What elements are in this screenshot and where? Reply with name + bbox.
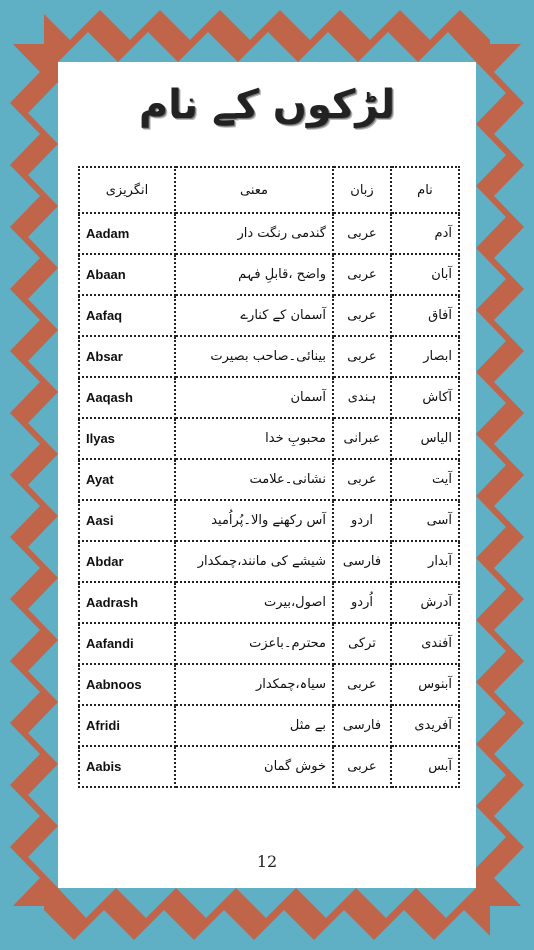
table-row xyxy=(79,500,459,541)
meaning-cell: آسمان xyxy=(175,377,333,418)
english-cell: Ayat xyxy=(79,459,175,500)
english-cell: Afridi xyxy=(79,705,175,746)
table-row xyxy=(79,418,459,459)
language-cell: عربی xyxy=(333,213,391,254)
table-header-row xyxy=(79,167,459,213)
border-corner-square xyxy=(6,906,44,944)
name-cell: ابصار xyxy=(391,336,459,377)
meaning-cell: واضح ،قابلِ فہم xyxy=(175,254,333,295)
meaning-cell: بے مثل xyxy=(175,705,333,746)
header-language: زبان xyxy=(333,167,391,213)
border-corner-square xyxy=(490,906,528,944)
meaning-cell: گندمی رنگت دار xyxy=(175,213,333,254)
table-row xyxy=(79,582,459,623)
name-cell: آفاق xyxy=(391,295,459,336)
names-table xyxy=(78,166,460,788)
english-cell: Abaan xyxy=(79,254,175,295)
english-cell: Aadrash xyxy=(79,582,175,623)
meaning-cell: آسمان کے کنارے xyxy=(175,295,333,336)
english-cell: Aadam xyxy=(79,213,175,254)
name-cell: آکاش xyxy=(391,377,459,418)
table-row xyxy=(79,377,459,418)
name-cell: آدم xyxy=(391,213,459,254)
table-row xyxy=(79,623,459,664)
name-cell: الیاس xyxy=(391,418,459,459)
table-row xyxy=(79,336,459,377)
header-meaning: معنی xyxy=(175,167,333,213)
english-cell: Aabnoos xyxy=(79,664,175,705)
header-english: انگریزی xyxy=(79,167,175,213)
table-row xyxy=(79,295,459,336)
meaning-cell: محترم۔باعزت xyxy=(175,623,333,664)
name-cell: آبس xyxy=(391,746,459,787)
table-row xyxy=(79,541,459,582)
name-cell: آفندی xyxy=(391,623,459,664)
english-cell: Abdar xyxy=(79,541,175,582)
english-cell: Absar xyxy=(79,336,175,377)
language-cell: عربی xyxy=(333,254,391,295)
table-row xyxy=(79,664,459,705)
english-cell: Aafandi xyxy=(79,623,175,664)
english-cell: Aasi xyxy=(79,500,175,541)
meaning-cell: شیشے کی مانند،چمکدار xyxy=(175,541,333,582)
language-cell: ترکی xyxy=(333,623,391,664)
border-corner-square xyxy=(6,6,44,44)
language-cell: عربی xyxy=(333,459,391,500)
meaning-cell: سیاہ،چمکدار xyxy=(175,664,333,705)
page-number: 12 xyxy=(256,852,278,871)
meaning-cell: بینائی۔صاحب بصیرت xyxy=(175,336,333,377)
language-cell: فارسی xyxy=(333,541,391,582)
english-cell: Aaqash xyxy=(79,377,175,418)
name-cell: آدرش xyxy=(391,582,459,623)
name-cell: آبدار xyxy=(391,541,459,582)
english-cell: Ilyas xyxy=(79,418,175,459)
name-cell: آسی xyxy=(391,500,459,541)
language-cell: عربی xyxy=(333,664,391,705)
page-title: لڑکوں کے نام xyxy=(138,82,396,128)
meaning-cell: اصول،بیرت xyxy=(175,582,333,623)
name-cell: آبنوس xyxy=(391,664,459,705)
language-cell: عربی xyxy=(333,746,391,787)
language-cell: عربی xyxy=(333,336,391,377)
english-cell: Aafaq xyxy=(79,295,175,336)
language-cell: اُردو xyxy=(333,582,391,623)
name-cell: آفریدی xyxy=(391,705,459,746)
meaning-cell: نشانی۔علامت xyxy=(175,459,333,500)
meaning-cell: آس رکھنے والا۔پُراُمید xyxy=(175,500,333,541)
table-row xyxy=(79,746,459,787)
language-cell: عربی xyxy=(333,295,391,336)
book-page xyxy=(58,62,476,888)
english-cell: Aabis xyxy=(79,746,175,787)
table-row xyxy=(79,459,459,500)
header-name: نام xyxy=(391,167,459,213)
language-cell: فارسی xyxy=(333,705,391,746)
name-cell: آیت xyxy=(391,459,459,500)
language-cell: عبرانی xyxy=(333,418,391,459)
meaning-cell: محبوبِ خدا xyxy=(175,418,333,459)
table-row xyxy=(79,254,459,295)
language-cell: اردو xyxy=(333,500,391,541)
table-row xyxy=(79,705,459,746)
language-cell: ہندی xyxy=(333,377,391,418)
meaning-cell: خوش گمان xyxy=(175,746,333,787)
border-corner-square xyxy=(490,6,528,44)
name-cell: آبان xyxy=(391,254,459,295)
table-row xyxy=(79,213,459,254)
